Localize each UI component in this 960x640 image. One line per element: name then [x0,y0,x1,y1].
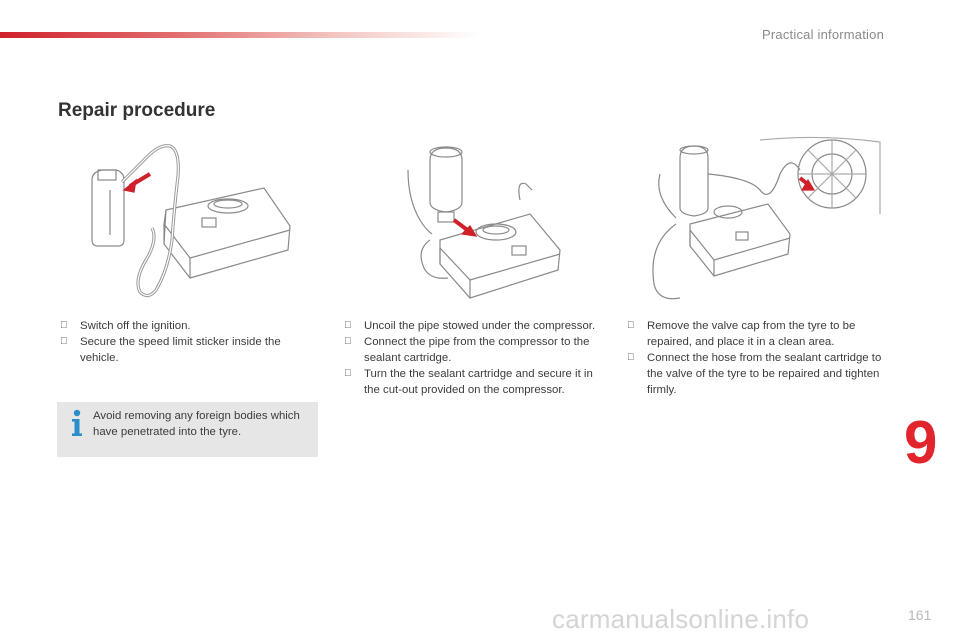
checkbox-bullet-icon [344,334,352,350]
page-title: Repair procedure [58,100,216,121]
list-item: Turn the the sealant cartridge and secure it in the cut-out provided on the compressor. [342,366,608,398]
page-number: 161 [908,607,932,623]
steps-column-3 [625,318,883,398]
steps-column-1 [58,318,306,366]
checkbox-bullet-icon [60,318,68,334]
note-text: Avoid removing any foreign bodies which have penetrated into the tyre. [93,410,300,438]
list-item: Switch off the ignition. [58,318,306,334]
steps-column-2 [342,318,608,398]
info-note [57,402,318,457]
watermark: carmanualsonline.info [552,604,810,634]
illustration-compressor-cartridge [78,140,300,308]
checkbox-bullet-icon [344,366,352,382]
list-item: Connect the hose from the sealant cartridge to the valve of the tyre to be repaired and tighten firmly. [625,350,883,398]
list-item: Uncoil the pipe stowed under the compressor. [342,318,608,334]
checkbox-bullet-icon [60,334,68,350]
list-item: Connect the pipe from the compressor to the sealant cartridge. [342,334,608,366]
chapter-number: 9 [904,409,938,476]
checkbox-bullet-icon [344,318,352,334]
checkbox-bullet-icon [627,350,635,366]
list-item: Remove the valve cap from the tyre to be repaired, and place it in a clean area. [625,318,883,350]
section-label: Practical information [762,27,884,42]
header-color-bar [0,32,480,38]
illustration-cartridge-fitting [400,140,590,308]
checkbox-bullet-icon [627,318,635,334]
info-icon [69,408,85,438]
list-item: Secure the speed limit sticker inside the vehicle. [58,334,306,366]
illustration-tyre-valve-connection [640,134,886,308]
